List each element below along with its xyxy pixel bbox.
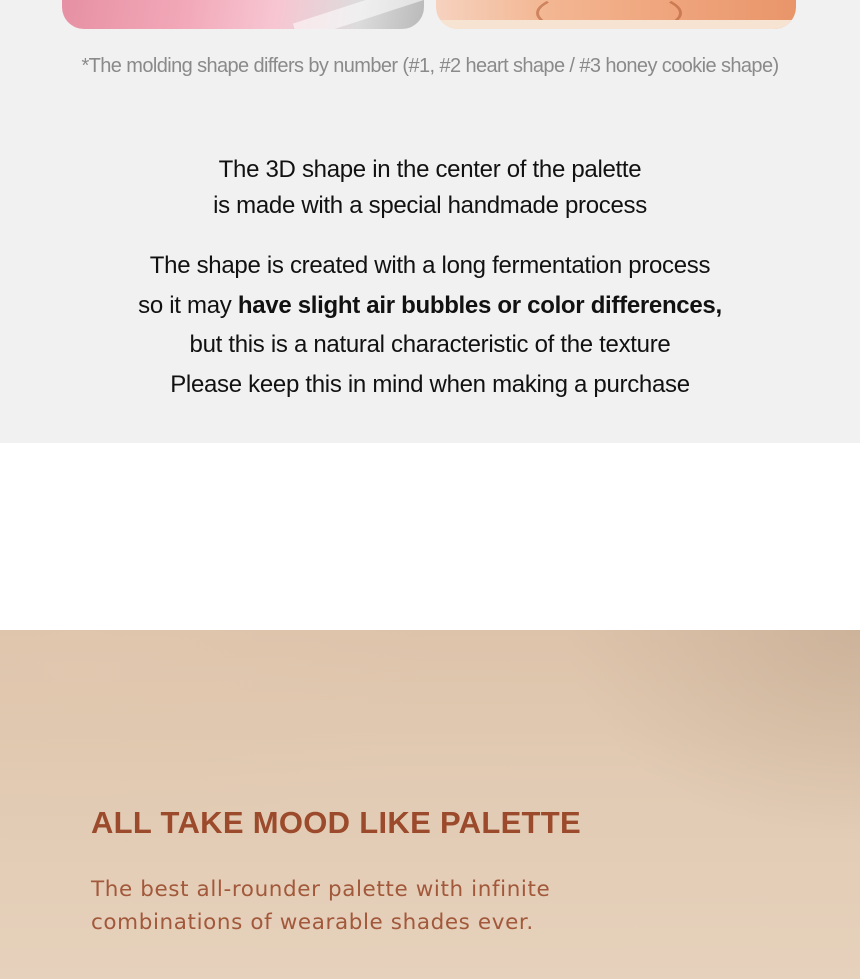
promo-description-line: The best all-rounder palette with infinite: [91, 877, 551, 902]
promo-description-line: combinations of wearable shades ever.: [91, 910, 534, 935]
notice-line: Please keep this in mind when making a purchase: [170, 370, 690, 398]
lead-line: The 3D shape in the center of the palette: [218, 156, 642, 183]
promo-title: ALL TAKE MOOD LIKE PALETTE: [91, 805, 582, 840]
promo-description: [91, 873, 550, 939]
palette-rim: [436, 20, 796, 29]
palette-promo-banner: [0, 630, 860, 979]
product-info-section: [0, 0, 860, 443]
notice-prefix: so it may: [138, 291, 238, 319]
notice-line: [0, 286, 860, 326]
notice-emphasis: have slight air bubbles or color differences,: [237, 291, 722, 319]
palette-highlight: [293, 0, 424, 29]
lead-line: is made with a special handmade process: [213, 192, 647, 219]
honey-cookie-palette-image: [436, 0, 796, 29]
handmade-process-text: [0, 152, 860, 224]
notice-line: but this is a natural characteristic of the texture: [189, 331, 671, 358]
notice-line: The shape is created with a long fermentation process: [149, 252, 711, 279]
molding-shape-note: *The molding shape differs by number (#1, #2 heart shape / #3 honey cookie shape): [81, 55, 779, 77]
heart-palette-image: [62, 0, 424, 29]
fermentation-notice: [0, 246, 860, 404]
